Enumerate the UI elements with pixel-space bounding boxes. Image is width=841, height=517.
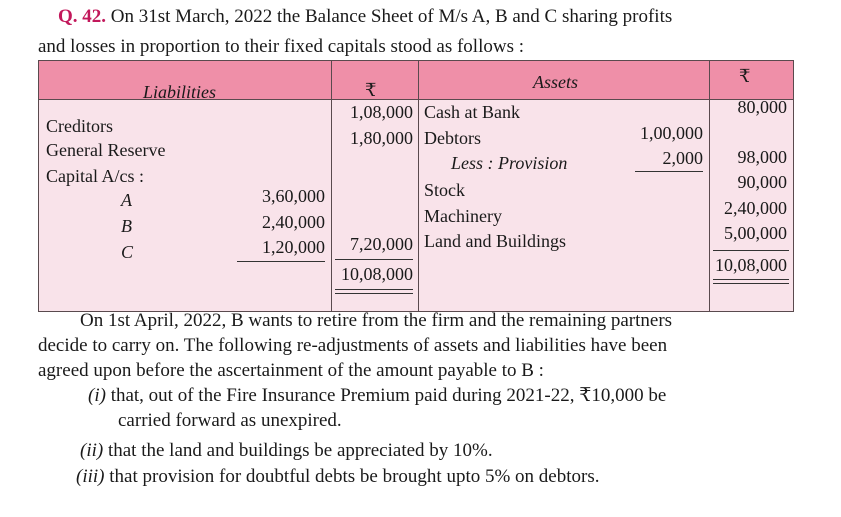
- stock-label: Stock: [424, 180, 466, 200]
- debtors-net-amount: 98,000: [737, 147, 787, 167]
- machinery-label: Machinery: [424, 206, 502, 226]
- total-double-rule: [335, 289, 413, 294]
- general-reserve-label: General Reserve: [46, 140, 166, 160]
- item-1-continuation: carried forward as unexpired.: [118, 410, 342, 431]
- item-3-number: (iii): [76, 466, 105, 487]
- debtors-gross-amount: 1,00,000: [640, 123, 703, 143]
- item-3: (iii) that provision for doubtful debts be brought upto 5% on debtors.: [76, 466, 600, 487]
- general-reserve-amount: 1,80,000: [350, 128, 413, 148]
- header-rupee-left: ₹: [365, 80, 377, 100]
- partner-b-label: B: [121, 216, 132, 236]
- assets-double-rule: [713, 279, 789, 284]
- para-line-3: agreed upon before the ascertainment of the amount payable to B :: [38, 360, 544, 381]
- creditors-amount: 1,08,000: [350, 102, 413, 122]
- capital-a-amount: 3,60,000: [262, 186, 325, 206]
- liabilities-total: 10,08,000: [341, 264, 413, 284]
- header-rupee-right: ₹: [739, 66, 751, 86]
- total-rule-top: [335, 259, 413, 260]
- column-divider: [709, 61, 710, 311]
- capital-label: Capital A/cs :: [46, 166, 144, 186]
- item-1-number: (i): [88, 385, 106, 406]
- capital-b-amount: 2,40,000: [262, 212, 325, 232]
- partner-a-label: A: [121, 190, 132, 210]
- stock-amount: 90,000: [737, 172, 787, 192]
- capital-c-amount: 1,20,000: [262, 237, 325, 257]
- question-number: Q. 42.: [58, 6, 107, 27]
- land-label: Land and Buildings: [424, 231, 566, 251]
- provision-amount: 2,000: [662, 148, 703, 168]
- para-line-2: decide to carry on. The following re-adjustments of assets and liabilities have been: [38, 335, 668, 356]
- land-amount: 5,00,000: [724, 223, 787, 243]
- cash-label: Cash at Bank: [424, 102, 520, 122]
- item-2: (ii) that the land and buildings be appreciated by 10%.: [80, 440, 493, 461]
- question-line-2: and losses in proportion to their fixed capitals stood as follows :: [38, 36, 525, 57]
- para-line-1: On 1st April, 2022, B wants to retire from the firm and the remaining partners: [80, 310, 673, 331]
- cash-amount: 80,000: [737, 97, 787, 117]
- partner-c-label: C: [121, 242, 134, 262]
- creditors-label: Creditors: [46, 116, 113, 136]
- provision-rule: [635, 171, 703, 172]
- item-1: (i) that, out of the Fire Insurance Premium paid during 2021-22, ₹10,000 be: [88, 385, 667, 406]
- header-assets: Assets: [533, 72, 578, 92]
- column-divider: [418, 61, 419, 311]
- assets-total-rule-top: [713, 250, 789, 251]
- item-2-number: (ii): [80, 440, 104, 461]
- question-line-1: Q. 42. On 31st March, 2022 the Balance Sheet of M/s A, B and C sharing profits: [58, 6, 673, 27]
- machinery-amount: 2,40,000: [724, 198, 787, 218]
- less-provision-label: Less : Provision: [451, 153, 568, 173]
- balance-sheet-table: [38, 60, 794, 312]
- capital-total-amount: 7,20,000: [350, 234, 413, 254]
- assets-total: 10,08,000: [715, 255, 787, 275]
- header-liabilities: Liabilities: [143, 82, 217, 102]
- debtors-label: Debtors: [424, 128, 481, 148]
- subtotal-rule: [237, 261, 325, 262]
